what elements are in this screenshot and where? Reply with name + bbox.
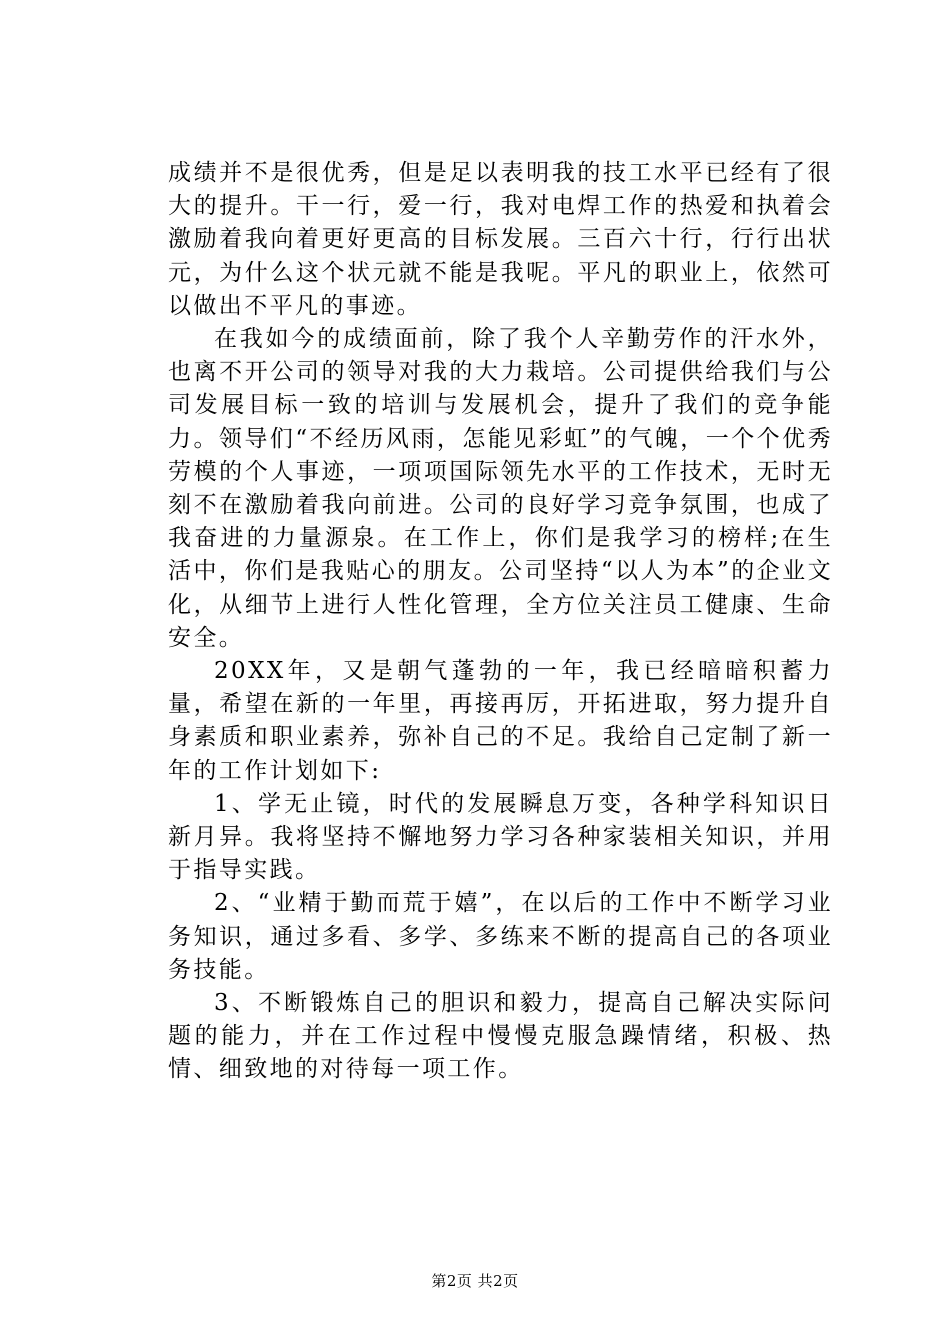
document-body <box>168 157 833 1087</box>
list-item-plan-2: 2、“业精于勤而荒于嬉”，在以后的工作中不断学习业务知识，通过多看、多学、多练来不断的提高自己的各项业务技能。 <box>168 890 833 983</box>
page-number-footer: 第2页 共2页 <box>431 1272 519 1290</box>
paragraph: 20XX年，又是朝气蓬勃的一年，我已经暗暗积蓄力量，希望在新的一年里，再接再厉，开拓进取，努力提升自身素质和职业素养，弥补自己的不足。我给自己定制了新一年的工作计划如下: <box>168 658 833 784</box>
list-item-plan-3: 3、不断锻炼自己的胆识和毅力，提高自己解决实际问题的能力，并在工作过程中慢慢克服急躁情绪，积极、热情、细致地的对待每一项工作。 <box>168 990 833 1083</box>
paragraph: 在我如今的成绩面前，除了我个人辛勤劳作的汗水外，也离不开公司的领导对我的大力栽培。公司提供给我们与公司发展目标一致的培训与发展机会，提升了我们的竞争能力。领导们“不经历风雨，怎能见彩虹”的气魄，一个个优秀劳模的个人事迹，一项项国际领先水平的工作技术，无时无刻不在激励着我向前进。公司的良好学习竞争氛围，也成了我奋进的力量源泉。在工作上，你们是我学习的榜样;在生活中，你们是我贴心的朋友。公司坚持“以人为本”的企业文化，从细节上进行人性化管理，全方位关注员工健康、生命安全。 <box>168 326 833 651</box>
list-item-plan-1: 1、学无止镜，时代的发展瞬息万变，各种学科知识日新月异。我将坚持不懈地努力学习各种家装相关知识，并用于指导实践。 <box>168 790 833 884</box>
paragraph-continued: 成绩并不是很优秀，但是足以表明我的技工水平已经有了很大的提升。干一行，爱一行，我对电焊工作的热爱和执着会激励着我向着更好更高的目标发展。三百六十行，行行出状元，为什么这个状元就不能是我呢。平凡的职业上，依然可以做出不平凡的事迹。 <box>168 160 833 319</box>
